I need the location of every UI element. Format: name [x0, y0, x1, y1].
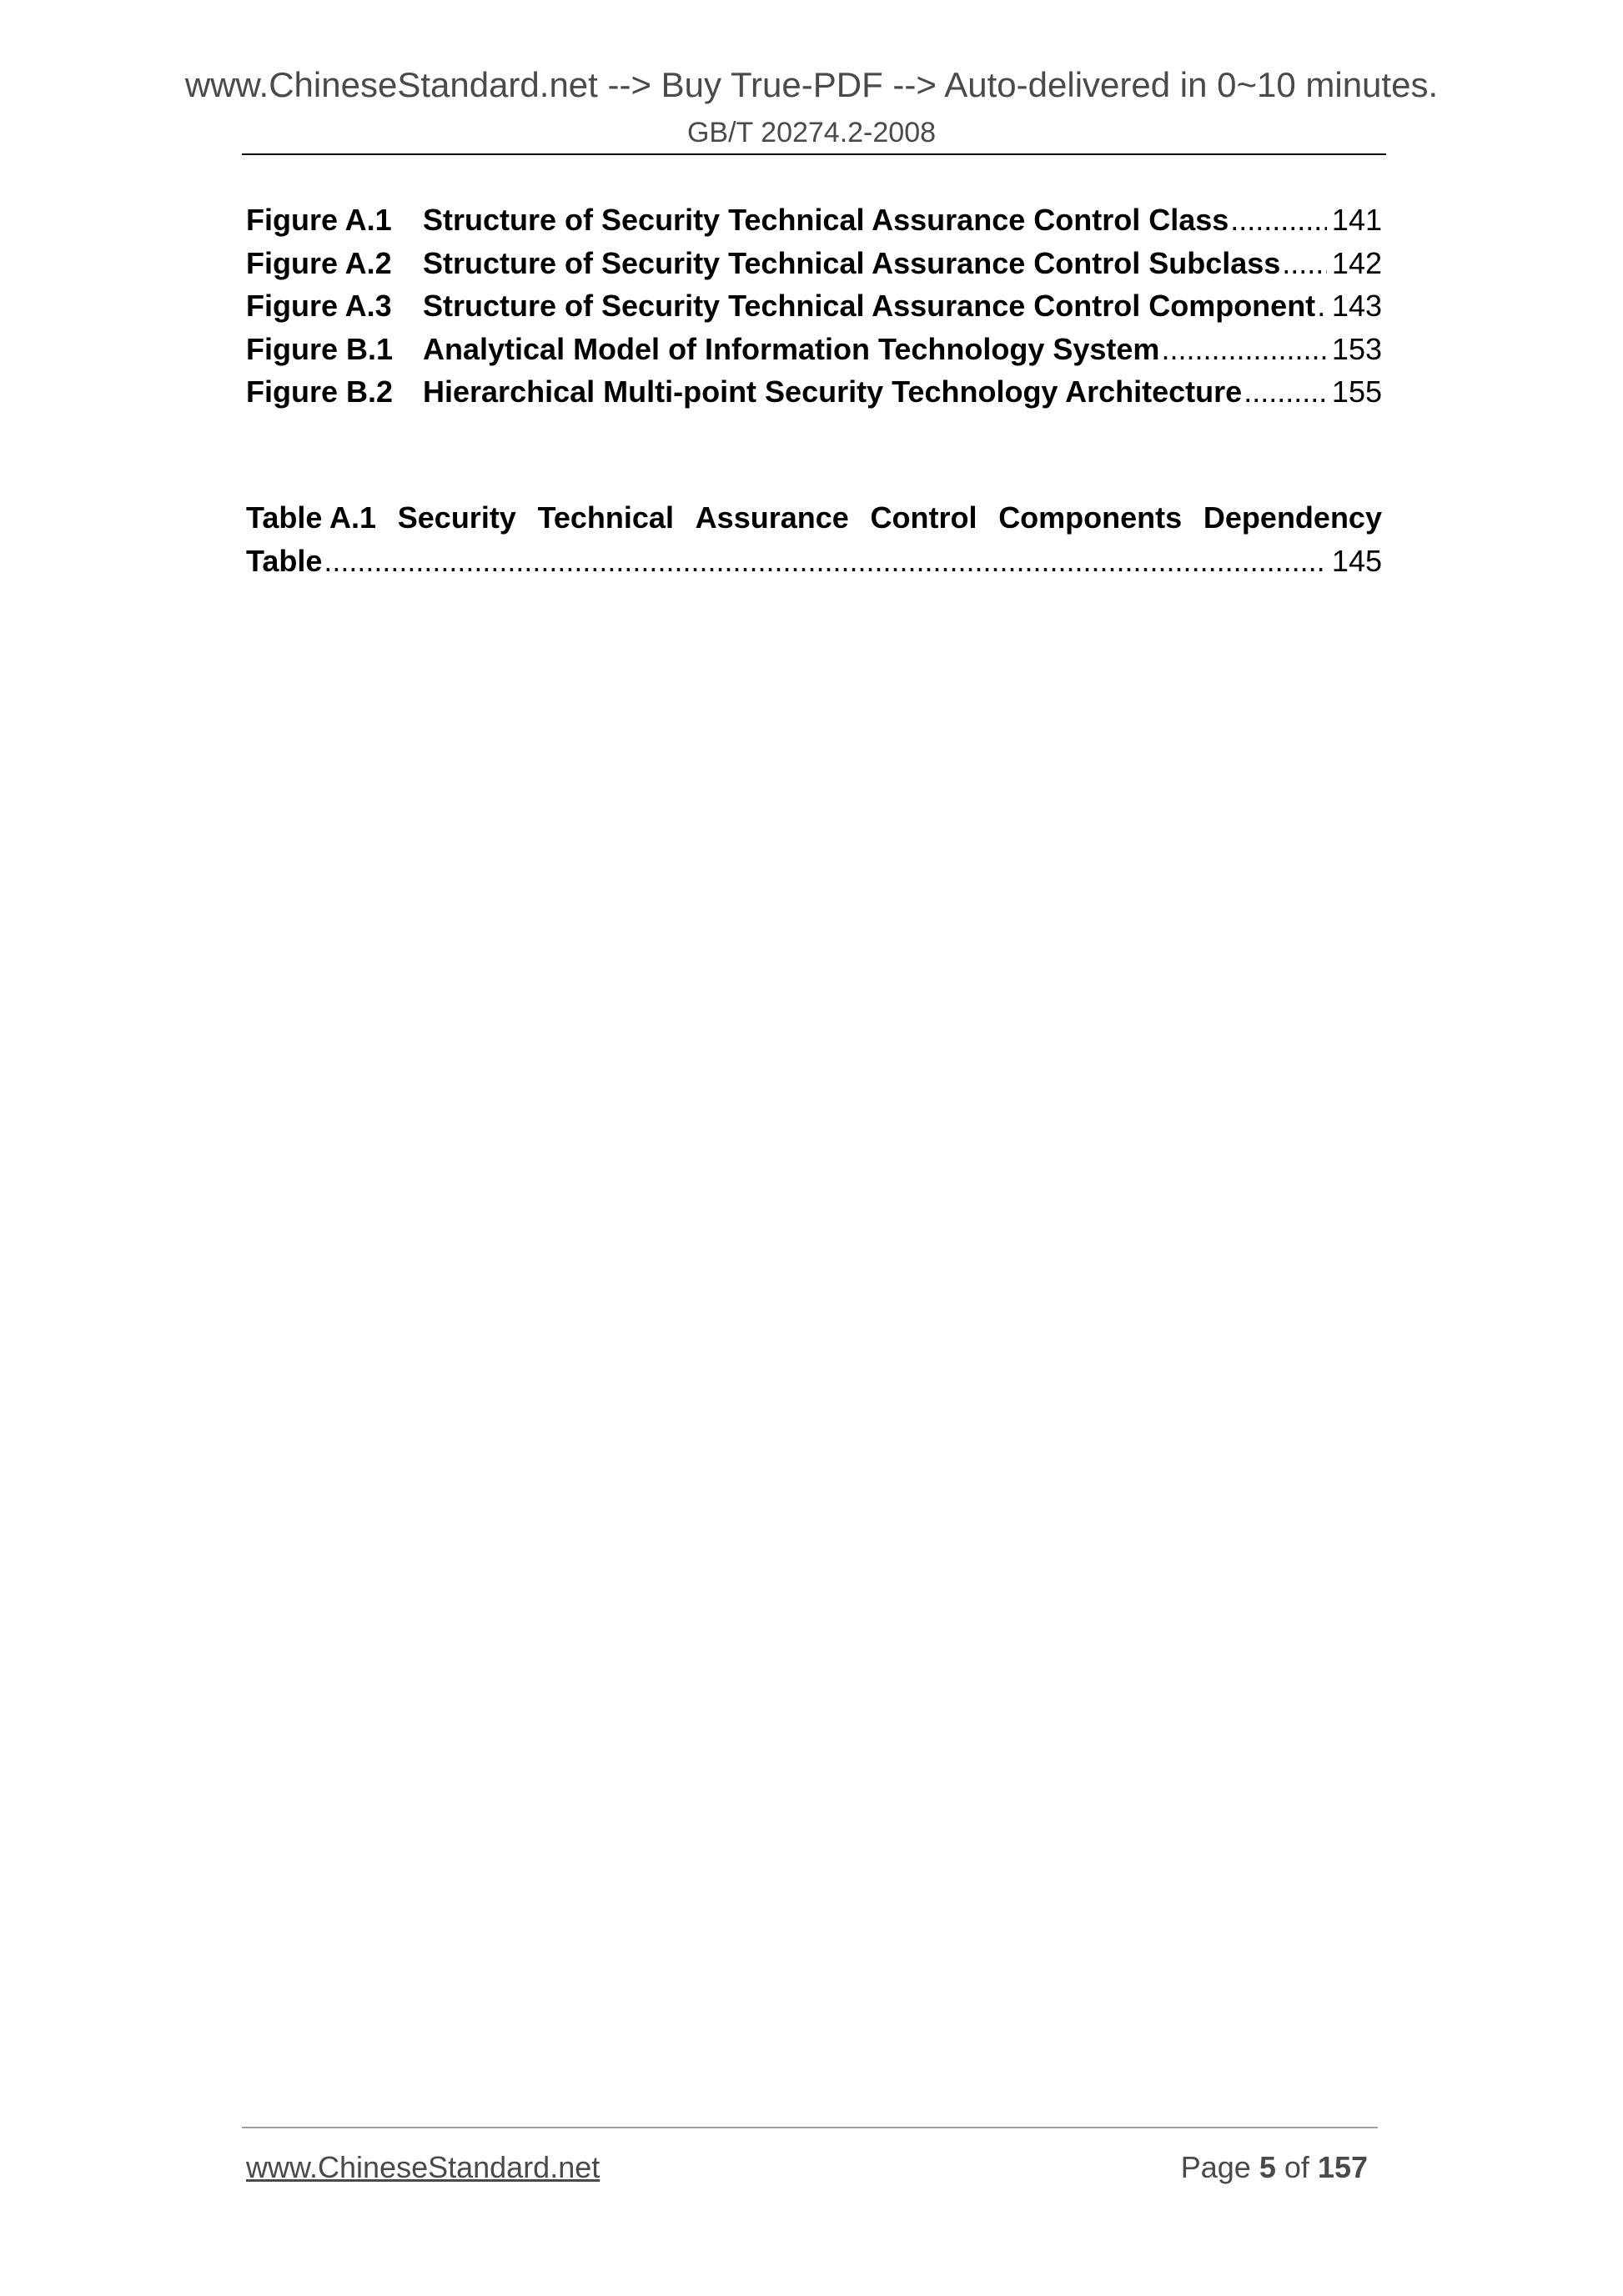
table-title-line	[246, 496, 1382, 540]
toc-entry-figure-a1[interactable]	[246, 198, 1382, 242]
dot-leader	[1317, 284, 1327, 328]
figure-title: Structure of Security Technical Assurance Control Subclass	[423, 245, 1281, 280]
toc-entry-figure-a2[interactable]	[246, 242, 1382, 285]
page-indicator	[1181, 2150, 1368, 2185]
table-title-word: Technical	[537, 500, 674, 535]
figure-label: Figure A.1	[246, 203, 392, 237]
page-number: 141	[1331, 203, 1382, 237]
figure-title: Structure of Security Technical Assurance Control Component	[423, 289, 1316, 323]
figure-label: Figure B.2	[246, 374, 394, 409]
dot-leader	[1244, 370, 1327, 414]
page-of: of	[1284, 2150, 1309, 2184]
page-number: 142	[1331, 245, 1382, 280]
figure-title: Structure of Security Technical Assurance Control Class	[423, 203, 1229, 237]
page-number: 153	[1331, 331, 1382, 366]
table-title-word: Dependency	[1203, 500, 1382, 535]
header-divider	[242, 153, 1386, 155]
table-title-word: Assurance	[695, 500, 849, 535]
page-number: 145	[1331, 543, 1382, 578]
dot-leader	[324, 540, 1327, 583]
toc-entry-figure-b1[interactable]	[246, 328, 1382, 371]
table-title-continuation: Table	[246, 543, 323, 578]
figure-label: Figure A.2	[246, 245, 392, 280]
header-banner: www.ChineseStandard.net --> Buy True-PDF --> Auto-delivered in 0~10 minutes.	[184, 65, 1439, 104]
document-code: GB/T 20274.2-2008	[686, 117, 937, 148]
current-page: 5	[1259, 2150, 1276, 2184]
dot-leader	[1282, 242, 1327, 285]
figure-title: Hierarchical Multi-point Security Technology Architecture	[423, 374, 1243, 409]
list-of-figures	[246, 198, 1382, 414]
dot-leader	[1230, 198, 1327, 242]
figure-label: Figure B.1	[246, 331, 394, 366]
figure-title: Analytical Model of Information Technology System	[423, 331, 1160, 366]
total-pages: 157	[1317, 2150, 1368, 2184]
figure-label: Figure A.3	[246, 289, 392, 323]
table-title-word: Components	[998, 500, 1183, 535]
list-of-tables	[246, 496, 1382, 582]
toc-entry-figure-a3[interactable]	[246, 284, 1382, 328]
table-title-continuation-line	[246, 540, 1382, 583]
table-title-word: Control	[870, 500, 977, 535]
page-prefix: Page	[1180, 2150, 1251, 2184]
footer-site-link[interactable]: www.ChineseStandard.net	[246, 2150, 600, 2184]
footer-divider	[242, 2127, 1378, 2128]
table-title-word: Security	[397, 500, 516, 535]
dot-leader	[1161, 328, 1326, 371]
toc-entry-figure-b2[interactable]	[246, 370, 1382, 414]
table-label: Table A.1	[246, 500, 377, 535]
toc-entry-table-a1[interactable]	[246, 496, 1382, 582]
page-number: 143	[1331, 289, 1382, 323]
page-number: 155	[1331, 374, 1382, 409]
